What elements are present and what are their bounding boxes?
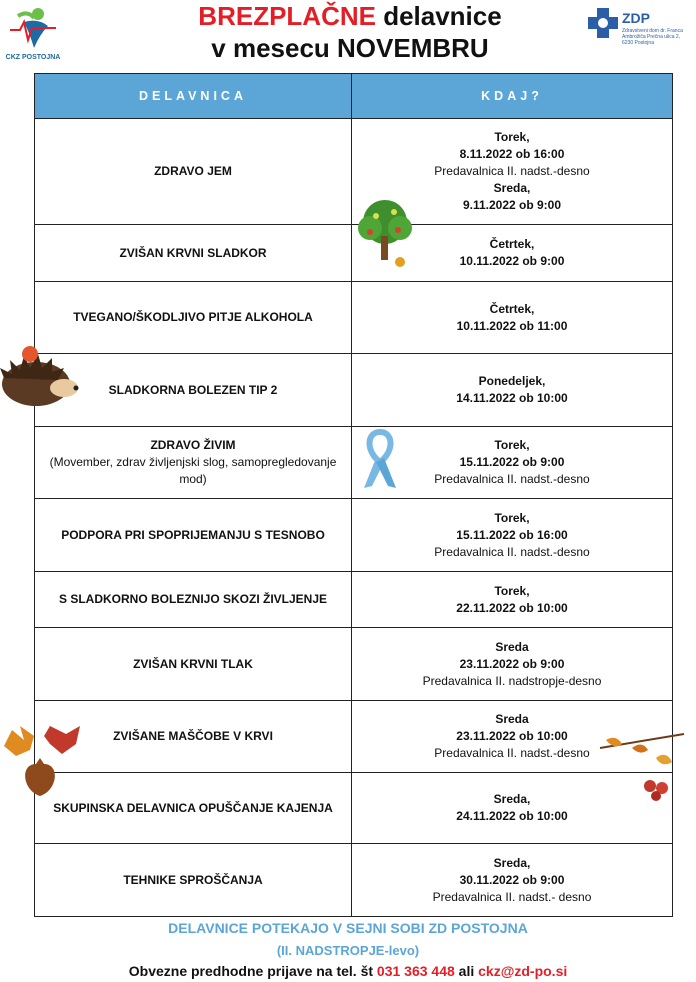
- table-header-row: [35, 74, 673, 119]
- workshop-name-cell: [35, 225, 352, 282]
- workshop-name-cell: [35, 354, 352, 427]
- footer-registration-text: Obvezne predhodne prijave na tel. št: [128, 963, 377, 979]
- workshop-location-line: Predavalnica II. nadst.-desno: [434, 746, 590, 760]
- workshop-date-line: Ponedeljek,: [478, 374, 546, 388]
- workshop-date-line: 23.11.2022 ob 10:00: [456, 729, 568, 743]
- table-row: [35, 773, 673, 844]
- workshop-name: ZDRAVO JEM: [154, 164, 232, 178]
- workshop-name: PODPORA PRI SPOPRIJEMANJU S TESNOBO: [61, 527, 325, 542]
- workshop-name: TVEGANO/ŠKODLJIVO PITJE ALKOHOLA: [73, 310, 313, 324]
- workshop-name: ZVIŠANE MAŠČOBE V KRVI: [113, 729, 273, 743]
- page-title: [150, 0, 550, 64]
- workshop-name-cell: [35, 844, 352, 917]
- workshop-name-cell: [35, 572, 352, 628]
- zdp-logo-address: Zdravstveni dom dr. Franca Ambrožiča Prečna ulica 2, 6230 Postojna: [622, 28, 683, 46]
- workshop-when-cell: [352, 844, 673, 917]
- workshop-date-line: Sreda: [495, 712, 529, 726]
- footer-registration: [0, 963, 696, 979]
- workshop-name-cell: [35, 282, 352, 354]
- zdp-cross-icon: [586, 6, 620, 40]
- workshop-name-cell: [35, 427, 352, 499]
- workshop-date-line: 8.11.2022 ob 16:00: [459, 147, 565, 161]
- title-line2: v mesecu NOVEMBRU: [211, 33, 489, 63]
- footer-email[interactable]: ckz@zd-po.si: [478, 963, 568, 979]
- workshop-when-cell: [352, 354, 673, 427]
- workshop-date-line: Četrtek,: [489, 237, 535, 251]
- ckz-logo-text: CKZ POSTOJNA: [5, 54, 61, 61]
- workshop-date-line: Torek,: [494, 438, 530, 452]
- workshop-date-line: 9.11.2022 ob 9:00: [462, 198, 562, 212]
- workshop-date-line: 14.11.2022 ob 10:00: [456, 391, 568, 405]
- header-delavnica: DELAVNICA: [35, 74, 352, 119]
- workshop-date-line: 15.11.2022 ob 16:00: [456, 527, 568, 542]
- workshop-subtitle: (Movember, zdrav življenjski slog, samopregledovanje mod): [49, 455, 337, 486]
- workshop-date-line: Sreda: [495, 639, 529, 654]
- zdp-logo-name: ZDP: [622, 10, 650, 26]
- workshop-name: SKUPINSKA DELAVNICA OPUŠČANJE KAJENJA: [53, 800, 333, 815]
- table-row: [35, 701, 673, 773]
- apple-tree-icon: [352, 198, 418, 270]
- workshop-date-line: Sreda,: [493, 181, 531, 195]
- ckz-logo: [4, 4, 62, 66]
- zdp-logo: [586, 4, 690, 56]
- table-row: [35, 844, 673, 917]
- workshop-date-line: Torek,: [494, 130, 530, 144]
- workshop-location-line: Predavalnica II. nadstropje-desno: [422, 673, 602, 688]
- workshop-name-cell: [35, 628, 352, 701]
- workshop-date-line: 10.11.2022 ob 11:00: [456, 318, 568, 333]
- autumn-leaves-left-icon: [0, 720, 84, 802]
- workshop-name-cell: [35, 119, 352, 225]
- workshop-date-line: 30.11.2022 ob 9:00: [459, 872, 565, 887]
- footer-floor: (II. NADSTROPJE-levo): [276, 943, 420, 958]
- footer-or: ali: [454, 963, 479, 979]
- workshop-name: ZVIŠAN KRVNI SLADKOR: [119, 245, 267, 260]
- table-row: [35, 427, 673, 499]
- workshop-name: ZDRAVO ŽIVIM: [150, 438, 236, 452]
- table-row: [35, 572, 673, 628]
- workshop-date-line: 22.11.2022 ob 10:00: [456, 600, 568, 615]
- footer-phone: 031 363 448: [376, 963, 455, 979]
- workshop-when-cell: [352, 499, 673, 572]
- footer-location: DELAVNICE POTEKAJO V SEJNI SOBI ZD POSTOJNA: [168, 920, 528, 936]
- title-rest: delavnice: [375, 1, 502, 31]
- workshop-date-line: 10.11.2022 ob 9:00: [459, 254, 565, 268]
- header-kdaj: KDAJ?: [352, 74, 673, 119]
- workshop-date-line: Sreda,: [493, 855, 531, 870]
- workshop-when-cell: [352, 628, 673, 701]
- workshop-name: ZVIŠAN KRVNI TLAK: [133, 656, 253, 671]
- workshop-when-cell: [352, 282, 673, 354]
- ckz-logo-icon: [4, 4, 62, 54]
- workshop-date-line: Sreda,: [493, 792, 531, 806]
- awareness-ribbon-icon: [360, 428, 400, 492]
- workshop-date-line: 23.11.2022 ob 9:00: [459, 656, 565, 671]
- table-row: [35, 354, 673, 427]
- rowan-berries-icon: [596, 728, 688, 802]
- table-row: [35, 282, 673, 354]
- hedgehog-icon: [0, 338, 80, 410]
- workshop-date-line: Četrtek,: [489, 301, 535, 316]
- title-red: BREZPLAČNE: [198, 1, 376, 31]
- workshop-name-cell: [35, 499, 352, 572]
- workshop-date-line: Torek,: [494, 583, 530, 598]
- table-row: [35, 499, 673, 572]
- workshop-date-line: 24.11.2022 ob 10:00: [456, 809, 568, 823]
- workshop-name: S SLADKORNO BOLEZNIJO SKOZI ŽIVLJENJE: [58, 592, 328, 606]
- workshop-name: TEHNIKE SPROŠČANJA: [123, 872, 263, 887]
- workshop-location-line: Predavalnica II. nadst.- desno: [432, 889, 592, 904]
- workshop-date-line: 15.11.2022 ob 9:00: [459, 455, 565, 469]
- table-row: [35, 628, 673, 701]
- workshop-location-line: Predavalnica II. nadst.-desno: [434, 164, 590, 178]
- workshop-name: SLADKORNA BOLEZEN TIP 2: [108, 382, 278, 397]
- workshop-location-line: Predavalnica II. nadst.-desno: [434, 544, 590, 559]
- workshop-when-cell: [352, 572, 673, 628]
- workshop-date-line: Torek,: [494, 510, 530, 525]
- workshop-location-line: Predavalnica II. nadst.-desno: [434, 472, 590, 486]
